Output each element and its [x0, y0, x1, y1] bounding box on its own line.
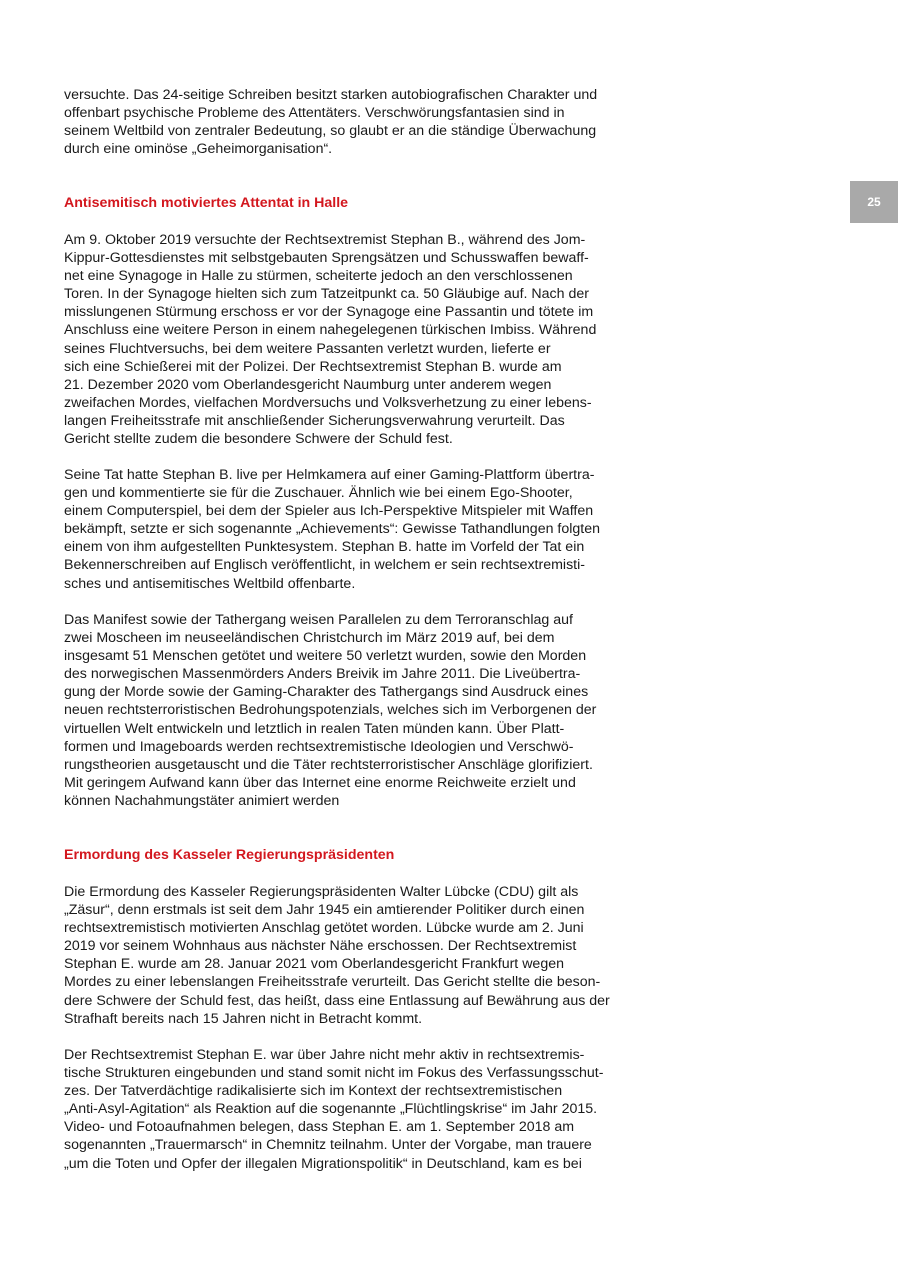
paragraph-livestream [64, 466, 624, 593]
text-line: rungstheorien ausgetauscht und die Täter rechtsterroristischer Anschläge glorifiziert. [64, 756, 593, 773]
text-line: „Anti-Asyl-Agitation“ als Reaktion auf die sogenannte „Flüchtlingskrise“ im Jahr 2015. [64, 1101, 598, 1118]
text-line: 2019 vor seinem Wohnhaus aus nächster Nähe erschossen. Der Rechtsextremist [64, 938, 577, 955]
text-line: offenbart psychische Probleme des Attentäters. Verschwörungsfantasien sind in [64, 105, 565, 122]
text-line: zwei Moscheen im neuseeländischen Christchurch im März 2019 auf, bei dem [64, 630, 555, 647]
text-line: einem Computerspiel, bei dem der Spieler aus Ich-Perspektive Mitspieler mit Waffen [64, 503, 594, 520]
text-line: Toren. In der Synagoge hielten sich zum Tatzeitpunkt ca. 50 Gläubige auf. Nach der [64, 286, 589, 303]
text-line: zweifachen Mordes, vielfachen Mordversuchs und Volksverhetzung zu einer lebens- [64, 394, 592, 411]
text-line: langen Freiheitsstrafe mit anschließender Sicherungsverwahrung verurteilt. Das [64, 412, 565, 429]
section-heading-kassel: Ermordung des Kasseler Regierungspräsidenten [64, 847, 395, 863]
page-number-badge [850, 181, 898, 223]
text-line: gen und kommentierte sie für die Zuschauer. Ähnlich wie bei einem Ego-Shooter, [64, 485, 573, 502]
text-line: Bekennerschreiben auf Englisch veröffentlicht, in welchem er sein rechtsextremisti- [64, 557, 585, 574]
text-line: durch eine ominöse „Geheimorganisation“. [64, 141, 333, 158]
text-line: formen und Imageboards werden rechtsextremistische Ideologien und Verschwö- [64, 738, 574, 755]
section-heading-halle: Antisemitisch motiviertes Attentat in Halle [64, 195, 349, 211]
text-line: 21. Dezember 2020 vom Oberlandesgericht Naumburg unter anderem wegen [64, 376, 552, 393]
text-line: sches und antisemitisches Weltbild offenbarte. [64, 575, 356, 592]
text-line: sich eine Schießerei mit der Polizei. Der Rechtsextremist Stephan B. wurde am [64, 358, 562, 375]
text-line: Das Manifest sowie der Tathergang weisen Parallelen zu dem Terroranschlag auf [64, 612, 573, 628]
text-line: tische Strukturen eingebunden und stand somit nicht im Fokus des Verfassungsschut- [64, 1065, 604, 1082]
text-line: bekämpft, setzte er sich sogenannte „Achievements“: Gewisse Tathandlungen folgten [64, 521, 601, 538]
text-line: Kippur-Gottesdienstes mit selbstgebauten Sprengsätzen und Schusswaffen bewaff- [64, 250, 589, 267]
text-line: Mit geringem Aufwand kann über das Internet eine enorme Reichweite erzielt und [64, 774, 576, 791]
text-line: seinem Weltbild von zentraler Bedeutung, so glaubt er an die ständige Überwachung [64, 123, 597, 140]
text-line: des norwegischen Massenmörders Anders Breivik im Jahre 2011. Die Liveübertra- [64, 666, 581, 683]
text-line: „Zäsur“, denn erstmals ist seit dem Jahr 1945 ein amtierender Politiker durch einen [64, 902, 585, 919]
text-line: insgesamt 51 Menschen getötet und weitere 50 verletzt wurden, sowie den Morden [64, 648, 587, 665]
text-line: Mordes zu einer lebenslangen Freiheitsstrafe verurteilt. Das Gericht stellte die beson- [64, 974, 601, 991]
paragraph-radicalisation [64, 1046, 624, 1173]
text-line: Gericht stellte zudem die besondere Schwere der Schuld fest. [64, 431, 453, 448]
text-line: Die Ermordung des Kasseler Regierungspräsidenten Walter Lübcke (CDU) gilt als [64, 884, 579, 900]
text-line: rechtsextremistisch motivierten Anschlag getötet worden. Lübcke wurde am 2. Juni [64, 920, 584, 937]
text-line: „um die Toten und Opfer der illegalen Migrationspolitik“ in Deutschland, kam es bei [64, 1155, 582, 1172]
paragraph-attacker-letter [64, 86, 624, 158]
text-line: Am 9. Oktober 2019 versuchte der Rechtsextremist Stephan B., während des Jom- [64, 232, 586, 248]
text-line: neuen rechtsterroristischen Bedrohungspotenzials, welches sich im Verborgenen der [64, 702, 597, 719]
text-line: gung der Morde sowie der Gaming-Charakter des Tathergangs sind Ausdruck eines [64, 684, 589, 701]
paragraph-manifest [64, 611, 624, 810]
text-line: Video- und Fotoaufnahmen belegen, dass Stephan E. am 1. September 2018 am [64, 1119, 575, 1136]
text-line: können Nachahmungstäter animiert werden [64, 792, 340, 809]
text-line: einem von ihm aufgestellten Punktesystem. Stephan B. hatte im Vorfeld der Tat ein [64, 539, 585, 556]
text-line: Seine Tat hatte Stephan B. live per Helmkamera auf einer Gaming-Plattform übertra- [64, 467, 595, 483]
paragraph-luebcke-murder [64, 883, 624, 1028]
text-line: Anschluss eine weitere Person in einem nahegelegenen türkischen Imbiss. Während [64, 322, 597, 339]
text-line: zes. Der Tatverdächtige radikalisierte sich im Kontext der rechtsextremistischen [64, 1083, 563, 1100]
text-line: misslungenen Stürmung erschoss er vor der Synagoge eine Passantin und tötete im [64, 304, 594, 321]
page-number: 25 [867, 195, 881, 209]
text-line: Der Rechtsextremist Stephan E. war über Jahre nicht mehr aktiv in rechtsextremis- [64, 1047, 585, 1063]
text-line: seines Fluchtversuchs, bei dem weitere Passanten verletzt wurden, lieferte er [64, 340, 551, 357]
text-line: Strafhaft bereits nach 15 Jahren nicht in Betracht kommt. [64, 1010, 423, 1027]
text-line: sogenannten „Trauermarsch“ in Chemnitz teilnahm. Unter der Vorgabe, man trauere [64, 1137, 592, 1154]
text-line: net eine Synagoge in Halle zu stürmen, scheiterte jedoch an den verschlossenen [64, 268, 573, 285]
text-line: dere Schwere der Schuld fest, das heißt, dass eine Entlassung auf Bewährung aus der [64, 992, 610, 1009]
text-line: versuchte. Das 24-seitige Schreiben besitzt starken autobiografischen Charakter und [64, 87, 598, 103]
paragraph-halle-attack [64, 231, 624, 448]
text-line: Stephan E. wurde am 28. Januar 2021 vom Oberlandesgericht Frankfurt wegen [64, 956, 564, 973]
text-line: virtuellen Welt entwickeln und letztlich in realen Taten münden kann. Über Platt- [64, 720, 565, 737]
